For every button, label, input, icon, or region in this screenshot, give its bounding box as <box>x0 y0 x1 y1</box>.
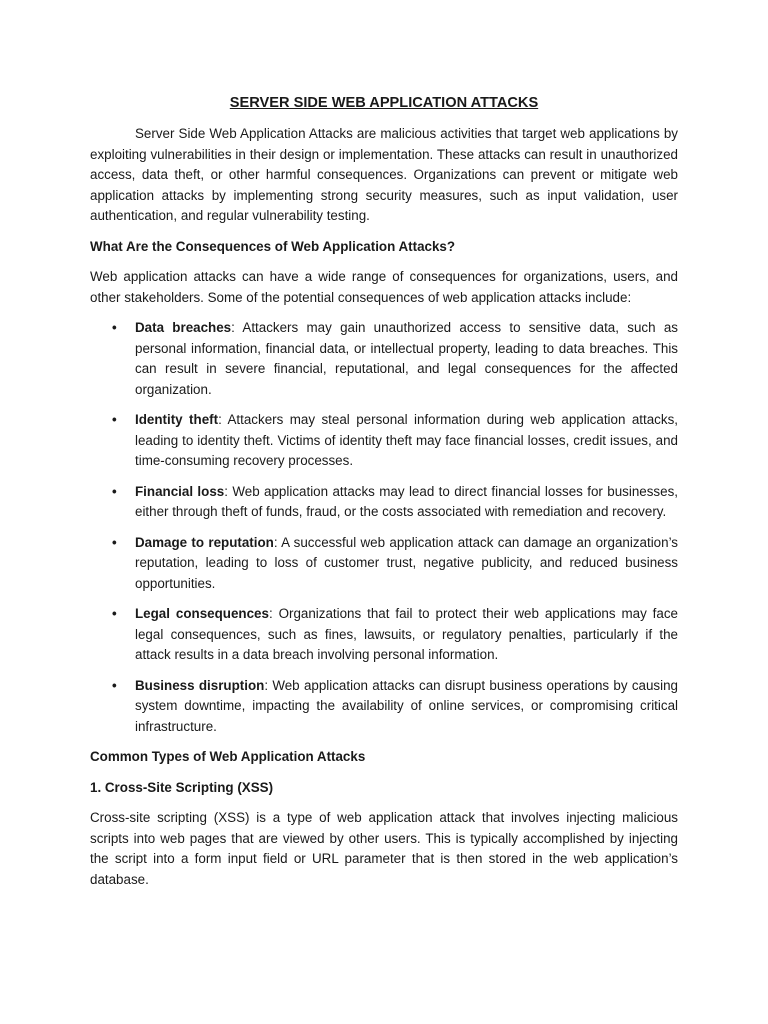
bullet-icon: • <box>112 483 117 499</box>
bullet-icon: • <box>112 320 117 335</box>
consequence-term: Identity theft <box>135 412 219 427</box>
list-item <box>90 318 678 400</box>
consequence-term: Damage to reputation <box>135 534 274 550</box>
list-item <box>90 410 678 472</box>
consequences-intro-paragraph: Web application attacks can have a wide range of consequences for organizations, users, and other stakeholders. Some of the potential consequences of web application attacks include: <box>90 269 678 305</box>
consequence-text: : A successful web application attack can damage an organization’s reputation, leading to loss of customer trust, negative publicity, and reduced business opportunities. <box>135 534 678 591</box>
xss-heading: 1. Cross-Site Scripting (XSS) <box>90 779 274 795</box>
list-item <box>90 533 678 595</box>
list-item <box>90 604 678 666</box>
consequences-heading: What Are the Consequences of Web Application Attacks? <box>90 238 456 254</box>
consequence-term: Financial loss <box>135 483 225 499</box>
bullet-icon: • <box>112 606 117 621</box>
document-page <box>90 92 678 900</box>
consequence-text: : Web application attacks may lead to direct financial losses for businesses, either through theft of funds, fraud, or the costs associated with remediation and recovery. <box>135 483 678 519</box>
consequence-text: : Organizations that fail to protect their web applications may face legal consequences, such as fines, lawsuits, or regulatory penalties, particularly if the attack results in a data breach involving personal information. <box>135 606 678 662</box>
consequence-text: : Attackers may steal personal information during web application attacks, leading to identity theft. Victims of identity theft may face financial losses, credit issues, and time-consuming recovery processes. <box>135 412 678 468</box>
bullet-icon: • <box>112 412 117 427</box>
document-title: SERVER SIDE WEB APPLICATION ATTACKS <box>229 95 539 111</box>
consequence-text: : Attackers may gain unauthorized access to sensitive data, such as personal information, financial data, or intellectual property, leading to data breaches. This can result in severe financial, reputational, and legal consequences for the affected organization. <box>135 320 678 397</box>
bullet-icon: • <box>112 677 117 693</box>
consequences-list <box>90 318 678 737</box>
types-heading: Common Types of Web Application Attacks <box>90 749 366 764</box>
list-item <box>90 676 678 738</box>
consequence-term: Legal consequences <box>135 606 269 621</box>
xss-paragraph: Cross-site scripting (XSS) is a type of web application attack that involves injecting malicious scripts into web pages that are viewed by other users. This is typically accomplished by injecting the script into a form input field or URL parameter that is then stored in the web application’s database. <box>90 810 678 887</box>
consequence-text: : Web application attacks can disrupt business operations by causing system downtime, impacting the availability of online services, or compromising critical infrastructure. <box>135 677 679 734</box>
list-item <box>90 482 678 523</box>
consequence-term: Data breaches <box>135 320 232 335</box>
consequence-term: Business disruption <box>135 677 265 693</box>
bullet-icon: • <box>112 534 117 550</box>
intro-paragraph: Server Side Web Application Attacks are malicious activities that target web applications by exploiting vulnerabilities in their design or implementation. These attacks can result in unauthorized access, data theft, or other harmful consequences. Organizations can prevent or mitigate web application attacks by implementing strong security measures, such as input validation, user authentication, and regular vulnerability testing. <box>90 126 678 223</box>
